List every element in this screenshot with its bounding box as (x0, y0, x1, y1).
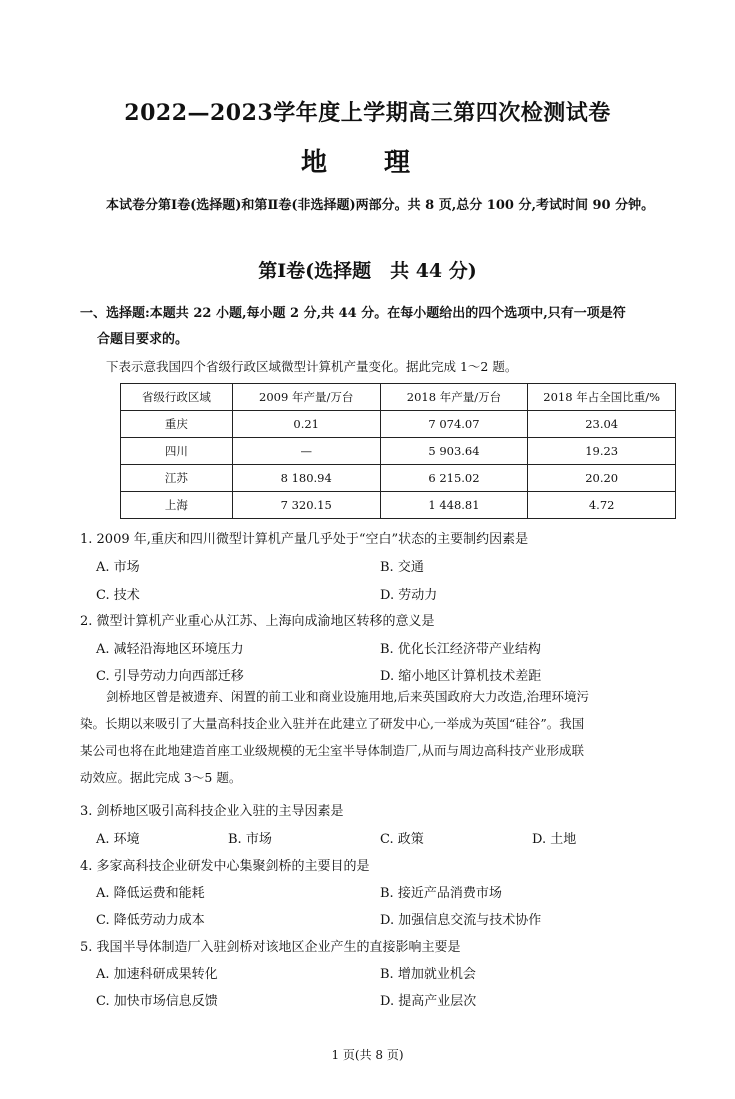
subject-title: 地 理 (300, 148, 435, 178)
q3-option-a: A. 环境 (96, 832, 140, 847)
instruction-line-1: 一、选择题:本题共 22 小题,每小题 2 分,共 44 分。在每小题给出的四个选项中,只有一项是符 (80, 306, 626, 321)
table-cell: — (232, 438, 380, 465)
q3-option-c: C. 政策 (380, 832, 424, 847)
table-row (121, 411, 676, 438)
question-3-stem: 3. 剑桥地区吸引高科技企业入驻的主导因素是 (80, 804, 344, 819)
section-title: 第Ⅰ卷(选择题 共 44 分) (258, 260, 477, 282)
section-instruction (80, 301, 695, 353)
q3-option-b: B. 市场 (228, 832, 272, 847)
data-table (120, 383, 676, 519)
table-header: 省级行政区域 (121, 384, 233, 411)
passage-line: 某公司也将在此地建造首座工业级规模的无尘室半导体制造厂,从而与周边高科技产业形成联 (80, 743, 584, 758)
table-header: 2018 年占全国比重/% (528, 384, 676, 411)
passage-line: 剑桥地区曾是被遗弃、闲置的前工业和商业设施用地,后来英国政府大力改造,治理环境污 (106, 689, 589, 704)
q4-option-c: C. 降低劳动力成本 (96, 913, 205, 928)
table-cell: 6 215.02 (380, 465, 528, 492)
passage-line: 染。长期以来吸引了大量高科技企业入驻并在此建立了研发中心,一举成为英国“硅谷”。我国 (80, 716, 585, 731)
q1-option-d: D. 劳动力 (380, 588, 438, 603)
exam-title: 2022—2023学年度上学期高三第四次检测试卷 (124, 100, 611, 126)
instruction-line-2: 合题目要求的。 (97, 332, 189, 347)
table-cell: 0.21 (232, 411, 380, 438)
q1-option-b: B. 交通 (380, 560, 424, 575)
q4-option-d: D. 加强信息交流与技术协作 (380, 913, 542, 928)
group-lead: 下表示意我国四个省级行政区域微型计算机产量变化。据此完成 1～2 题。 (106, 359, 518, 374)
q2-option-d: D. 缩小地区计算机技术差距 (380, 669, 542, 684)
table-cell: 20.20 (528, 465, 676, 492)
q4-option-b: B. 接近产品消费市场 (380, 886, 502, 901)
table-row (121, 438, 676, 465)
table-cell: 8 180.94 (232, 465, 380, 492)
table-cell: 23.04 (528, 411, 676, 438)
table-cell: 19.23 (528, 438, 676, 465)
q3-option-d: D. 土地 (532, 832, 577, 847)
table-cell: 上海 (121, 492, 233, 519)
question-4-stem: 4. 多家高科技企业研发中心集聚剑桥的主要目的是 (80, 859, 370, 874)
q4-option-a: A. 降低运费和能耗 (96, 886, 205, 901)
q5-option-d: D. 提高产业层次 (380, 994, 477, 1009)
q5-option-c: C. 加快市场信息反馈 (96, 994, 218, 1009)
q2-option-a: A. 减轻沿海地区环境压力 (96, 642, 244, 657)
question-5-stem: 5. 我国半导体制造厂入驻剑桥对该地区企业产生的直接影响主要是 (80, 940, 461, 955)
exam-intro: 本试卷分第Ⅰ卷(选择题)和第Ⅱ卷(非选择题)两部分。共 8 页,总分 100 分,考试时间 90 分钟。 (106, 198, 655, 213)
q1-option-a: A. 市场 (96, 560, 140, 575)
q1-option-c: C. 技术 (96, 588, 140, 603)
table-header: 2018 年产量/万台 (380, 384, 528, 411)
passage-3-5 (80, 683, 692, 791)
table-cell: 7 074.07 (380, 411, 528, 438)
table-header-row (121, 384, 676, 411)
table-cell: 1 448.81 (380, 492, 528, 519)
table-cell: 重庆 (121, 411, 233, 438)
table-header: 2009 年产量/万台 (232, 384, 380, 411)
table-cell: 江苏 (121, 465, 233, 492)
table-cell: 7 320.15 (232, 492, 380, 519)
q2-option-c: C. 引导劳动力向西部迁移 (96, 669, 244, 684)
table-cell: 5 903.64 (380, 438, 528, 465)
question-2-stem: 2. 微型计算机产业重心从江苏、上海向成渝地区转移的意义是 (80, 614, 435, 629)
q5-option-a: A. 加速科研成果转化 (96, 967, 218, 982)
table-row (121, 465, 676, 492)
page-number: 1 页(共 8 页) (331, 1048, 404, 1062)
table-cell: 4.72 (528, 492, 676, 519)
table-row (121, 492, 676, 519)
passage-line: 动效应。据此完成 3～5 题。 (80, 770, 242, 785)
q2-option-b: B. 优化长江经济带产业结构 (380, 642, 541, 657)
table-cell: 四川 (121, 438, 233, 465)
q5-option-b: B. 增加就业机会 (380, 967, 476, 982)
question-1-stem: 1. 2009 年,重庆和四川微型计算机产量几乎处于“空白”状态的主要制约因素是 (80, 532, 529, 547)
